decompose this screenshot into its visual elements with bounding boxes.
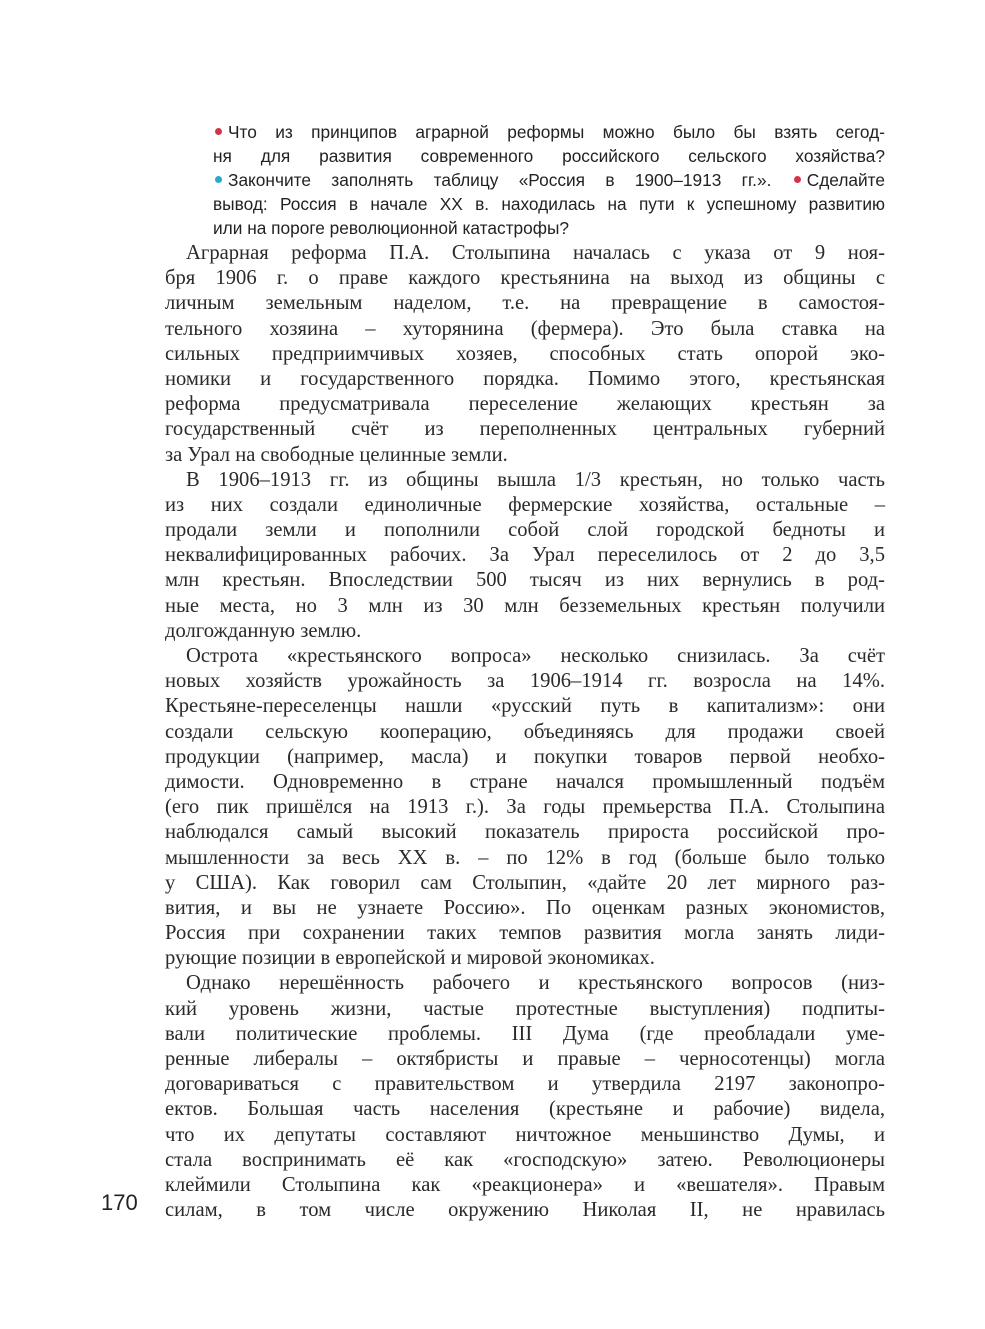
paragraph-line: млн крестьян. Впоследствии 500 тысяч из них вернулись в род- xyxy=(165,569,885,592)
paragraph-line: рующие позиции в европейской и мировой экономиках. xyxy=(165,947,655,970)
paragraph-line: номики и государственного порядка. Помимо этого, крестьянская xyxy=(165,367,885,390)
paragraph-line: новых хозяйств урожайность за 1906–1914 гг. возросла на 14%. xyxy=(165,670,885,693)
red-bullet-icon xyxy=(215,128,222,135)
paragraph-line: (его пик пришёлся на 1913 г.). За годы премьерства П.А. Столыпина xyxy=(165,796,885,819)
paragraph-line: государственный счёт из переполненных центральных губерний xyxy=(165,418,885,441)
paragraph-line: сильных предприимчивых хозяев, способных стать опорой эко- xyxy=(165,342,885,365)
paragraph-line: создали сельскую кооперацию, объединяясь для продажи своей xyxy=(165,720,885,743)
paragraph-line: Россия при сохранении таких темпов развития могла занять лиди- xyxy=(165,922,885,945)
cyan-bullet-icon xyxy=(215,176,222,183)
paragraph-line: долгожданную землю. xyxy=(165,619,362,642)
paragraph-line: ренные либералы – октябристы и правые – черносотенцы) могла xyxy=(165,1048,885,1070)
paragraph-line: кий уровень жизни, частые протестные выступления) подпиты- xyxy=(165,997,885,1020)
paragraph-line: неквалифицированных рабочих. За Урал переселилось от 2 до 3,5 xyxy=(165,544,885,567)
paragraph-line: продукции (например, масла) и покупки товаров первой необхо- xyxy=(165,745,885,768)
paragraph-line: вития, и вы не узнаете Россию». По оценкам разных экономистов, xyxy=(165,896,885,919)
paragraph-line: тельного хозяина – хуторянина (фермера). Это была ставка на xyxy=(165,317,885,340)
paragraph-line: за Урал на свободные целинные земли. xyxy=(165,443,508,466)
paragraph-line: ектов. Большая часть населения (крестьяне и рабочие) видела, xyxy=(165,1098,885,1121)
paragraph-line: вали политические проблемы. III Дума (где преобладали уме- xyxy=(165,1022,885,1045)
paragraph-line: продали земли и пополнили собой слой городской бедноты и xyxy=(165,519,885,542)
paragraph-line: ные места, но 3 млн из 30 млн безземельных крестьян получили xyxy=(165,594,885,617)
paragraph-line: у США). Как говорил сам Столыпин, «дайте 20 лет мирного раз- xyxy=(165,871,885,894)
paragraph-line: бря 1906 г. о праве каждого крестьянина на выход из общины с xyxy=(165,267,885,290)
paragraph-line: наблюдался самый высокий показатель прироста российской про- xyxy=(165,821,885,844)
paragraph-first-line: В 1906–1913 гг. из общины вышла 1/3 крестьян, но только часть xyxy=(186,468,885,491)
paragraph-first-line: Однако нерешённость рабочего и крестьянского вопросов (низ- xyxy=(186,972,885,995)
question-line: Что из принципов аграрной реформы можно было бы взять сегод- xyxy=(213,120,885,144)
paragraph-first-line: Аграрная реформа П.А. Столыпина началась с указа от 9 ноя- xyxy=(186,242,885,264)
paragraph-line: что их депутаты составляют ничтожное меньшинство Думы, и xyxy=(165,1123,885,1146)
body-text xyxy=(165,241,885,1223)
page-number: 170 xyxy=(101,1190,138,1215)
paragraph-line: из них создали единоличные фермерские хозяйства, остальные – xyxy=(165,493,885,516)
paragraph-line: Крестьяне-переселенцы нашли «русский путь в капитализм»: они xyxy=(165,695,885,718)
paragraph-line: димости. Одновременно в стране начался промышленный подъём xyxy=(165,770,885,793)
paragraph-first-line: Острота «крестьянского вопроса» несколько снизилась. За счёт xyxy=(186,645,885,667)
review-questions xyxy=(213,120,885,240)
paragraph-line: реформа предусматривала переселение желающих крестьян за xyxy=(165,393,885,416)
question-line: Закончите заполнять таблицу «Россия в 1900–1913 гг.». Сделайте xyxy=(213,168,885,192)
paragraph-line: договариваться с правительством и утвердила 2197 законопро- xyxy=(165,1073,885,1096)
question-line: ня для развития современного российского сельского хозяйства? xyxy=(213,146,885,166)
paragraph-line: личным земельным наделом, т.е. на превращение в самостоя- xyxy=(165,292,885,315)
question-line: или на пороге революционной катастрофы? xyxy=(213,218,570,238)
paragraph-line: клеймили Столыпина как «реакционера» и «вешателя». Правым xyxy=(165,1173,885,1196)
paragraph-line: силам, в том числе окружению Николая II, не нравилась xyxy=(165,1199,885,1222)
red-bullet-icon xyxy=(794,176,801,183)
question-line: вывод: Россия в начале XX в. находилась на пути к успешному развитию xyxy=(213,194,885,214)
paragraph-line: мышленности за весь XX в. – по 12% в год (больше было только xyxy=(165,846,885,869)
paragraph-line: стала воспринимать её как «господскую» затею. Революционеры xyxy=(165,1148,885,1171)
